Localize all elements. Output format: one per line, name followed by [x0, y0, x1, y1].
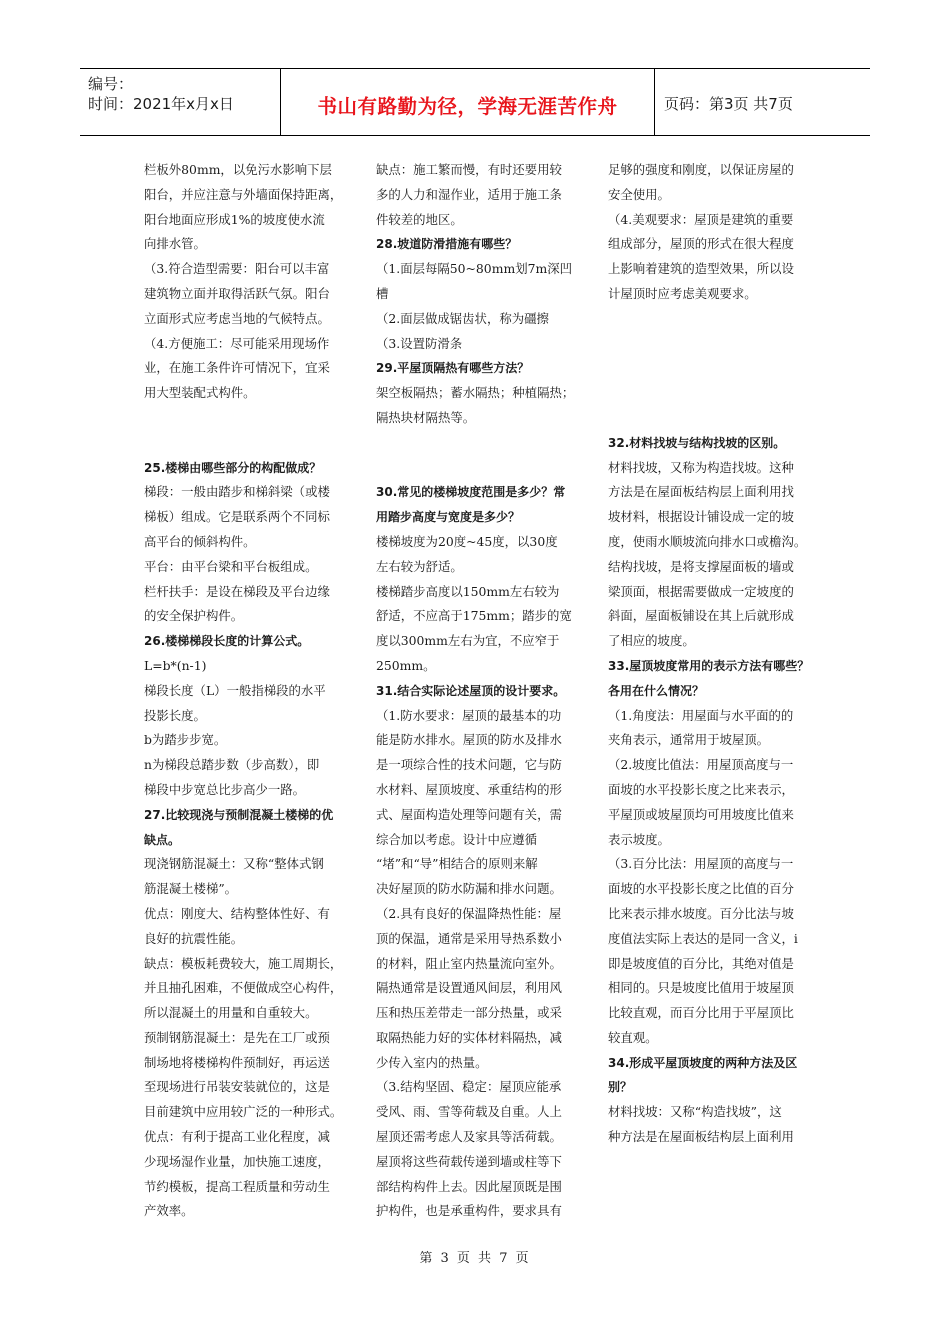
question-heading-line: 32.材料找坡与结构找坡的区别。 [608, 435, 786, 450]
body-text-line: 现浇钢筋混凝土：又称“整体式钢 [144, 856, 324, 872]
body-text-line: 安全使用。 [608, 186, 670, 202]
body-text-line: 水材料、屋顶坡度、承重结构的形 [376, 781, 562, 797]
body-text-line: 屋顶还需考虑人及家具等活荷载。 [376, 1129, 562, 1145]
body-text-line: 的材料，阻止室内热量流向室外。 [376, 955, 562, 971]
body-text-line: 投影长度。 [144, 707, 206, 723]
body-text-line: 方法是在屋面板结构层上面利用找 [608, 484, 794, 500]
body-text-line: （2.坡度比值法：用屋顶高度与一 [608, 757, 794, 773]
body-text-line: 梯段中步宽总比步高少一路。 [144, 781, 306, 797]
body-text-line: 较直观。 [608, 1029, 658, 1045]
question-heading-line: 用踏步高度与宽度是多少？ [376, 510, 521, 525]
paragraph-gap [608, 307, 814, 406]
body-text-line: 高平台的倾斜构件。 [144, 533, 256, 549]
body-text-line: 用大型装配式构件。 [144, 385, 256, 401]
question-heading-line: 33.屋顶坡度常用的表示方法有哪些？ [608, 658, 810, 673]
body-text-line: 面坡的水平投影长度之比来表示， [608, 781, 794, 797]
body-text-line: L=b*(n-1) [144, 657, 207, 673]
header-number-label: 编号： [88, 75, 134, 93]
body-text-line: 楼梯坡度为20度~45度，以30度 [376, 533, 558, 549]
body-text-line: （4.美观要求：屋顶是建筑的重要 [608, 211, 794, 227]
text-column-left [144, 158, 352, 1224]
body-text-line: 隔热通常是设置通风间层，利用风 [376, 980, 562, 996]
body-text-line: 向排水管。 [144, 236, 206, 252]
body-text-line: 楼梯踏步高度以150mm左右较为 [376, 583, 560, 599]
body-text-line: 槽 [376, 285, 389, 301]
body-text-line: 度，使雨水顺坡流向排水口或檐沟。 [608, 533, 807, 549]
body-text-line: 表示坡度。 [608, 831, 670, 847]
body-text-line: 件较差的地区。 [376, 211, 463, 227]
body-text-line: 隔热块材隔热等。 [376, 409, 476, 425]
body-text-line: 少现场湿作业量，加快施工速度， [144, 1153, 330, 1169]
paragraph-gap [144, 406, 352, 456]
body-text-line: 材料找坡，又称为构造找坡。这种 [608, 459, 794, 475]
question-heading-line: 各用在什么情况？ [608, 683, 705, 698]
question-heading-line: 31.结合实际论述屋顶的设计要求。 [376, 683, 566, 698]
body-text-line: 左右较为舒适。 [376, 558, 463, 574]
body-text-line: 建筑物立面并取得活跃气氛。阳台 [144, 285, 330, 301]
body-text-line: 立面形式应考虑当地的气候特点。 [144, 310, 330, 326]
body-text-line: 即是坡度值的百分比，其绝对值是 [608, 955, 794, 971]
body-text-line: 上影响着建筑的造型效果，所以设 [608, 261, 794, 277]
body-text-line: （3.结构坚固、稳定：屋顶应能承 [376, 1079, 562, 1095]
body-text-line: 综合加以考虑。设计中应遵循 [376, 831, 538, 847]
body-text-line: （2.面层做成锯齿状，称为礓擦 [376, 310, 549, 326]
body-text-line: 制场地将楼梯构件预制好，再运送 [144, 1054, 330, 1070]
question-heading-line: 34.形成平屋顶坡度的两种方法及区 [608, 1055, 798, 1070]
body-text-line: 相同的。只是坡度比值用于坡屋顶 [608, 980, 794, 996]
body-text-line: 节约模板，提高工程质量和劳动生 [144, 1178, 330, 1194]
body-text-line: （3.符合造型需要：阳台可以丰富 [144, 261, 330, 277]
body-text-line: 的安全保护构件。 [144, 608, 244, 624]
body-text-line: 预制钢筋混凝土：是先在工厂或预 [144, 1029, 330, 1045]
body-text-line: 缺点：模板耗费较大，施工周期长， [144, 955, 343, 971]
body-text-line: 夹角表示，通常用于坡屋顶。 [608, 732, 770, 748]
body-text-line: 平台：由平台梁和平台板组成。 [144, 558, 318, 574]
header-page-label: 页码：第3页 共7页 [664, 95, 793, 113]
page-header [80, 68, 870, 136]
body-text-line: 平屋顶或坡屋顶均可用坡度比值来 [608, 806, 794, 822]
body-text-line: 缺点：施工繁而慢，有时还要用较 [376, 162, 562, 177]
body-text-line: 产效率。 [144, 1203, 194, 1219]
body-text-line: 决好屋顶的防水防漏和排水问题。 [376, 881, 562, 897]
body-text-line: （2.具有良好的保温降热性能：屋 [376, 905, 562, 921]
body-text-line: 度以300mm左右为宜，不应窄于 [376, 633, 560, 649]
body-text-line: （1.面层每隔50~80mm划7m深凹 [376, 261, 572, 277]
body-text-line: 舒适，不应高于175mm；踏步的宽 [376, 608, 572, 624]
body-text-line: （3.百分比法：用屋顶的高度与一 [608, 856, 794, 872]
header-date-label: 时间：2021年x月x日 [88, 95, 234, 113]
body-text-line: 了相应的坡度。 [608, 633, 695, 649]
body-text-line: 栏板外80mm，以免污水影响下层 [144, 162, 332, 177]
body-text-line: 坡材料，根据设计铺设成一定的坡 [608, 509, 794, 525]
body-text-line: 梯段长度（L）一般指梯段的水平 [144, 682, 326, 698]
paragraph-gap [376, 431, 578, 481]
body-text-line: 目前建筑中应用较广泛的一种形式。 [144, 1104, 343, 1120]
body-text-line: （1.防水要求：屋顶的最基本的功 [376, 707, 562, 723]
body-text-line: 优点：刚度大、结构整体性好、有 [144, 905, 330, 921]
question-heading-line: 30.常见的楼梯坡度范围是多少？常 [376, 485, 566, 500]
body-text-line: 阳台地面应形成1%的坡度使水流 [144, 211, 325, 227]
body-text-line: 护构件，也是承重构件，要求具有 [376, 1203, 562, 1219]
body-text-line: 种方法是在屋面板结构层上面利用 [608, 1129, 794, 1145]
body-text-line: 梯板）组成。它是联系两个不同标 [144, 509, 330, 525]
question-heading-line: 26.楼梯梯段长度的计算公式。 [144, 634, 310, 649]
body-text-line: （1.角度法：用屋面与水平面的的 [608, 707, 794, 723]
body-text-line: 式、屋面构造处理等问题有关，需 [376, 806, 562, 822]
body-text-line: 筋混凝土楼梯”。 [144, 881, 238, 897]
body-text-line: b为踏步步宽。 [144, 732, 227, 748]
body-text-line: 是一项综合性的技术问题，它与防 [376, 757, 562, 773]
body-text-line: （3.设置防滑条 [376, 335, 463, 351]
body-text-line: 所以混凝土的用量和自重较大。 [144, 1005, 318, 1021]
body-text-line: 取隔热能力好的实体材料隔热，减 [376, 1029, 562, 1045]
body-text-line: 材料找坡：又称“构造找坡”，这 [608, 1104, 782, 1120]
body-text-line: （4.方便施工：尽可能采用现场作 [144, 335, 330, 351]
body-text-line: 梁顶面，根据需要做成一定坡度的 [608, 583, 794, 599]
body-text-line: 能是防水排水。屋顶的防水及排水 [376, 732, 562, 748]
body-text-line: 结构找坡，是将支撑屋面板的墙或 [608, 558, 794, 574]
body-text-line: 顶的保温，通常是采用导热系数小 [376, 930, 562, 946]
body-text-line: 面坡的水平投影长度之比值的百分 [608, 881, 794, 897]
question-heading-line: 29.平屋顶隔热有哪些方法？ [376, 361, 530, 376]
body-text-line: n为梯段总踏步数（步高数），即 [144, 757, 320, 773]
question-heading-line: 25.楼梯由哪些部分的构配做成？ [144, 460, 322, 475]
body-text-line: 度值法实际上表达的是同一含义，i [608, 930, 798, 946]
question-heading-line: 别？ [608, 1080, 633, 1095]
body-text-line: 多的人力和湿作业，适用于施工条 [376, 186, 562, 202]
body-text-line: 少传入室内的热量。 [376, 1054, 488, 1070]
body-text-line: 架空板隔热；蓄水隔热；种植隔热； [376, 385, 575, 401]
body-text-line: 栏杆扶手：是设在梯段及平台边缘 [144, 583, 330, 599]
body-text-line: 部结构构件上去。因此屋顶既是围 [376, 1178, 562, 1194]
body-text-line: 组成部分，屋顶的形式在很大程度 [608, 236, 794, 252]
body-text-line: 比较直观，而百分比用于平屋顶比 [608, 1005, 794, 1021]
question-heading-line: 28.坡道防滑措施有哪些？ [376, 237, 518, 252]
text-column-right [608, 158, 814, 1150]
body-text-line: 梯段：一般由踏步和梯斜梁（或楼 [144, 484, 330, 500]
body-text-line: 屋顶将这些荷载传递到墙或柱等下 [376, 1153, 562, 1169]
question-heading-line: 27.比较现浇与预制混凝土楼梯的优 [144, 807, 334, 822]
body-text-line: 至现场进行吊装安装就位的，这是 [144, 1079, 330, 1095]
text-column-middle [376, 158, 578, 1224]
body-text-line: 阳台，并应注意与外墙面保持距离， [144, 186, 343, 202]
body-text-line: 比来表示排水坡度。百分比法与坡 [608, 905, 794, 921]
body-text-line: 压和热压差带走一部分热量，或采 [376, 1005, 562, 1021]
body-text-line: “堵”和“导”相结合的原则来解 [376, 856, 538, 872]
header-motto: 书山有路勤为径，学海无涯苦作舟 [317, 95, 618, 118]
body-text-line: 250mm。 [376, 657, 436, 673]
page-footer: 第 3 页 共 7 页 [419, 1251, 531, 1266]
body-text-line: 良好的抗震性能。 [144, 930, 244, 946]
body-text-line: 并且抽孔困难，不便做成空心构件， [144, 980, 343, 996]
body-text-line: 足够的强度和刚度，以保证房屋的 [608, 162, 794, 177]
paragraph-gap [608, 406, 814, 431]
body-text-line: 受风、雨、雪等荷载及自重。人上 [376, 1104, 562, 1120]
question-heading-line: 缺点。 [144, 832, 181, 847]
body-text-line: 优点：有利于提高工业化程度，减 [144, 1129, 330, 1145]
body-text-line: 斜面，屋面板铺设在其上后就形成 [608, 608, 794, 624]
body-text-line: 业，在施工条件许可情况下，宜采 [144, 360, 330, 376]
body-text-line: 计屋顶时应考虑美观要求。 [608, 285, 757, 301]
